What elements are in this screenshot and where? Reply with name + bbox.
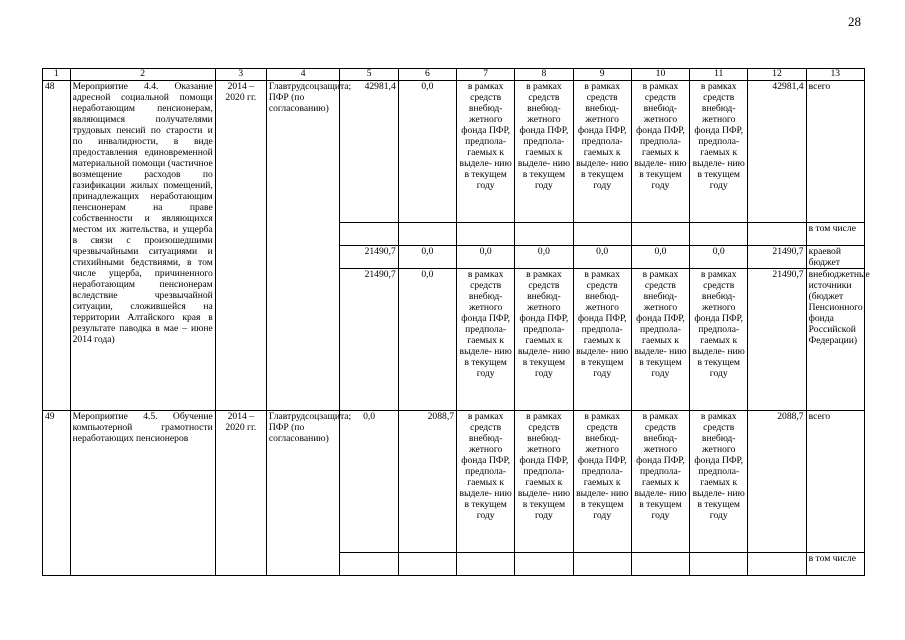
header-cell: 13 bbox=[806, 69, 864, 81]
value-col6: 2088,7 bbox=[398, 411, 456, 553]
header-cell: 6 bbox=[398, 69, 456, 81]
value-col12: 42981,4 bbox=[748, 81, 806, 223]
row-number: 48 bbox=[43, 81, 71, 411]
executor: Главтрудсоцзащита; ПФР (по согласованию) bbox=[266, 81, 340, 411]
header-cell: 4 bbox=[266, 69, 340, 81]
row-48-total bbox=[43, 81, 865, 223]
funding-note: в рамках средств внебюд- жетного фонда ПФР, предпола- гаемых к выделе- нию в текущем году bbox=[690, 411, 748, 553]
value-col6: 0,0 bbox=[398, 269, 456, 411]
source-label: всего bbox=[806, 81, 864, 223]
value-col12: 21490,7 bbox=[748, 269, 806, 411]
header-cell: 10 bbox=[631, 69, 689, 81]
program-table bbox=[42, 68, 870, 576]
header-cell: 3 bbox=[215, 69, 266, 81]
value-col5: 0,0 bbox=[340, 411, 398, 553]
column-number-row bbox=[43, 69, 865, 81]
funding-note: в рамках средств внебюд- жетного фонда ПФР, предпола- гаемых к выделе- нию в текущем году bbox=[631, 269, 689, 411]
value-col6: 0,0 bbox=[398, 246, 456, 269]
source-label: всего bbox=[806, 411, 864, 553]
header-cell: 8 bbox=[515, 69, 573, 81]
period: 2014 – 2020 гг. bbox=[215, 411, 266, 576]
source-label: в том числе bbox=[806, 553, 864, 576]
measure-description: Мероприятие 4.5. Обучение компьютерной грамотности неработающих пенсионеров bbox=[70, 411, 215, 576]
funding-note: в рамках средств внебюд- жетного фонда ПФР, предпола- гаемых к выделе- нию в текущем году bbox=[690, 81, 748, 223]
source-label: краевой бюджет bbox=[806, 246, 864, 269]
measure-description: Мероприятие 4.4. Оказание адресной социальной помощи неработающим пенсионерам, являющимся получателями трудовых пенсий по старости и по инвалидности, в виде предоставления единовременной материальной помощи (частичное возмещение расходов по газификации жилых помещений, принадлежащих неработающим пенсионерам на праве собственности и являющихся местом их жительства, и ущерба в связи с произошедшими чрезвычайными ситуациями и стихийными бедствиями, в том числе ущерба, причиненного неработающим пенсионерам вследствие чрезвычайной ситуации, сложившейся на территории Алтайского края в результате паводка в мае – июне 2014 года) bbox=[70, 81, 215, 411]
page-number: 28 bbox=[848, 14, 861, 29]
funding-note: в рамках средств внебюд- жетного фонда ПФР, предпола- гаемых к выделе- нию в текущем году bbox=[573, 81, 631, 223]
executor: Главтрудсоцзащита; ПФР (по согласованию) bbox=[266, 411, 340, 576]
value-col12: 2088,7 bbox=[748, 411, 806, 553]
funding-note: в рамках средств внебюд- жетного фонда ПФР, предпола- гаемых к выделе- нию в текущем году bbox=[573, 269, 631, 411]
header-cell: 12 bbox=[748, 69, 806, 81]
header-cell: 1 bbox=[43, 69, 71, 81]
funding-note: в рамках средств внебюд- жетного фонда ПФР, предпола- гаемых к выделе- нию в текущем году bbox=[515, 81, 573, 223]
funding-note: в рамках средств внебюд- жетного фонда ПФР, предпола- гаемых к выделе- нию в текущем году bbox=[515, 269, 573, 411]
value-col5: 21490,7 bbox=[340, 246, 398, 269]
value-col11: 0,0 bbox=[690, 246, 748, 269]
value-col6: 0,0 bbox=[398, 81, 456, 223]
value-col12: 21490,7 bbox=[748, 246, 806, 269]
header-cell: 5 bbox=[340, 69, 398, 81]
funding-note: в рамках средств внебюд- жетного фонда ПФР, предпола- гаемых к выделе- нию в текущем году bbox=[515, 411, 573, 553]
value-col7: 0,0 bbox=[457, 246, 515, 269]
funding-note: в рамках средств внебюд- жетного фонда ПФР, предпола- гаемых к выделе- нию в текущем году bbox=[631, 411, 689, 553]
funding-note: в рамках средств внебюд- жетного фонда ПФР, предпола- гаемых к выделе- нию в текущем году bbox=[631, 81, 689, 223]
value-col5: 42981,4 bbox=[340, 81, 398, 223]
funding-note: в рамках средств внебюд- жетного фонда ПФР, предпола- гаемых к выделе- нию в текущем году bbox=[457, 81, 515, 223]
row-number: 49 bbox=[43, 411, 71, 576]
source-label: в том числе bbox=[806, 223, 864, 246]
header-cell: 11 bbox=[690, 69, 748, 81]
period: 2014 – 2020 гг. bbox=[215, 81, 266, 411]
value-col9: 0,0 bbox=[573, 246, 631, 269]
value-col8: 0,0 bbox=[515, 246, 573, 269]
funding-note: в рамках средств внебюд- жетного фонда ПФР, предпола- гаемых к выделе- нию в текущем году bbox=[573, 411, 631, 553]
value-col5: 21490,7 bbox=[340, 269, 398, 411]
funding-note: в рамках средств внебюд- жетного фонда ПФР, предпола- гаемых к выделе- нию в текущем году bbox=[457, 411, 515, 553]
header-cell: 7 bbox=[457, 69, 515, 81]
source-label: внебюджетные источники (бюджет Пенсионного фонда Российской Федерации) bbox=[806, 269, 864, 411]
funding-note: в рамках средств внебюд- жетного фонда ПФР, предпола- гаемых к выделе- нию в текущем году bbox=[457, 269, 515, 411]
value-col10: 0,0 bbox=[631, 246, 689, 269]
header-cell: 9 bbox=[573, 69, 631, 81]
row-49-total bbox=[43, 411, 865, 553]
header-cell: 2 bbox=[70, 69, 215, 81]
funding-note: в рамках средств внебюд- жетного фонда ПФР, предпола- гаемых к выделе- нию в текущем году bbox=[690, 269, 748, 411]
